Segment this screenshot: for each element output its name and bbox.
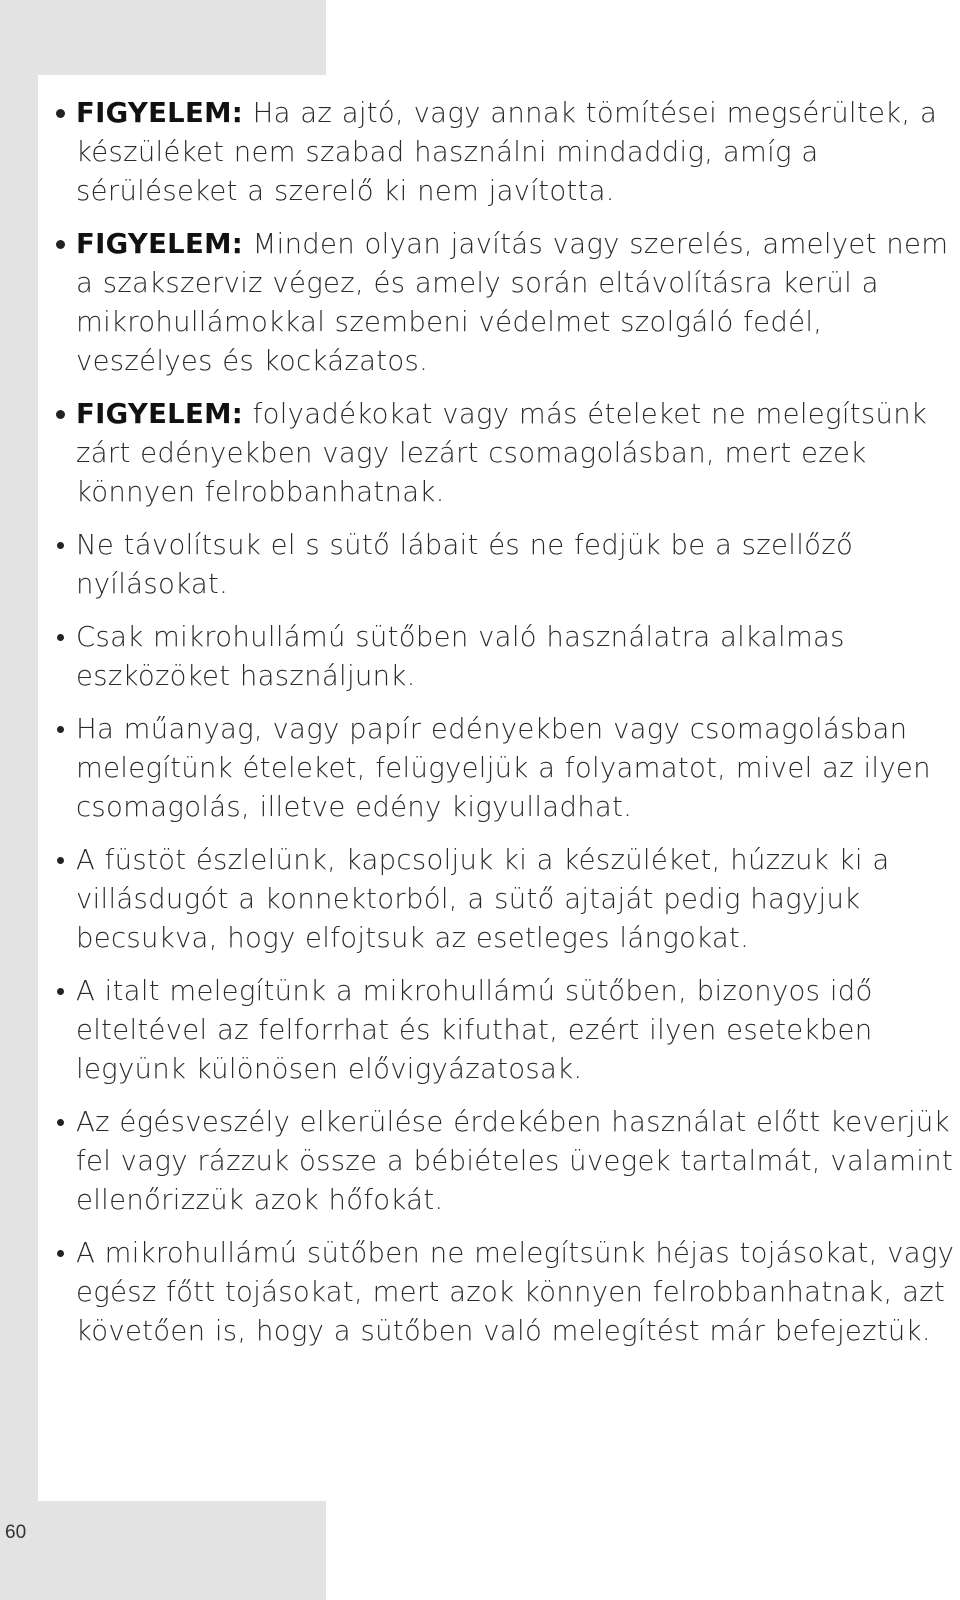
warning-label: FIGYELEM: — [76, 398, 244, 430]
safety-instructions-list — [56, 94, 960, 1365]
list-item — [56, 618, 960, 696]
page-number: 60 — [5, 1522, 27, 1543]
item-text: A füstöt észlelünk, kapcsoljuk ki a készüléket, húzzuk ki a villásdugót a konnektorból, a sütő ajtaját pedig hagyjuk becsukva, hogy elfojtsuk az esetleges lángokat. — [76, 844, 890, 954]
item-text: Az égésveszély elkerülése érdekében használat előtt keverjük fel vagy rázzuk össze a bébiételes üvegek tartalmát, valamint ellenőrizzük azok hőfokát. — [76, 1106, 954, 1216]
item-text: Ne távolítsuk el s sütő lábait és ne fedjük be a szellőző nyílásokat. — [76, 529, 854, 600]
item-text: folyadékokat vagy más ételeket ne melegítsünk zárt edényekben vagy lezárt csomagolásban, mert ezek könnyen felrobbanhatnak. — [76, 398, 928, 508]
page-content — [38, 75, 960, 1501]
item-text: Csak mikrohullámú sütőben való használatra alkalmas eszközöket használjunk. — [76, 621, 845, 692]
item-text: Ha műanyag, vagy papír edényekben vagy csomagolásban melegítünk ételeket, felügyeljük a folyamatot, mivel az ilyen csomagolás, illetve edény kigyulladhat. — [76, 713, 931, 823]
list-item — [56, 94, 960, 211]
list-item — [56, 1234, 960, 1351]
warning-label: FIGYELEM: — [76, 97, 244, 129]
item-text: A italt melegítünk a mikrohullámú sütőben, bizonyos idő elteltével az felforrhat és kifuthat, ezért ilyen esetekben legyünk különösen elővigyázatosak. — [76, 975, 873, 1085]
list-item — [56, 710, 960, 827]
item-text: Ha az ajtó, vagy annak tömítései megsérültek, a készüléket nem szabad használni mindaddig, amíg a sérüléseket a szerelő ki nem javította. — [76, 97, 938, 207]
list-item — [56, 395, 960, 512]
list-item — [56, 526, 960, 604]
item-text: A mikrohullámú sütőben ne melegítsünk héjas tojásokat, vagy egész főtt tojásokat, mert azok könnyen felrobbanhatnak, azt követően is, hogy a sütőben való melegítést már befejeztük. — [76, 1237, 955, 1347]
warning-label: FIGYELEM: — [76, 228, 244, 260]
item-text: Minden olyan javítás vagy szerelés, amelyet nem a szakszerviz végez, és amely során eltávolításra kerül a mikrohullámokkal szembeni védelmet szolgáló fedél, veszélyes és kockázatos. — [76, 228, 949, 377]
list-item — [56, 972, 960, 1089]
list-item — [56, 225, 960, 381]
list-item — [56, 841, 960, 958]
list-item — [56, 1103, 960, 1220]
